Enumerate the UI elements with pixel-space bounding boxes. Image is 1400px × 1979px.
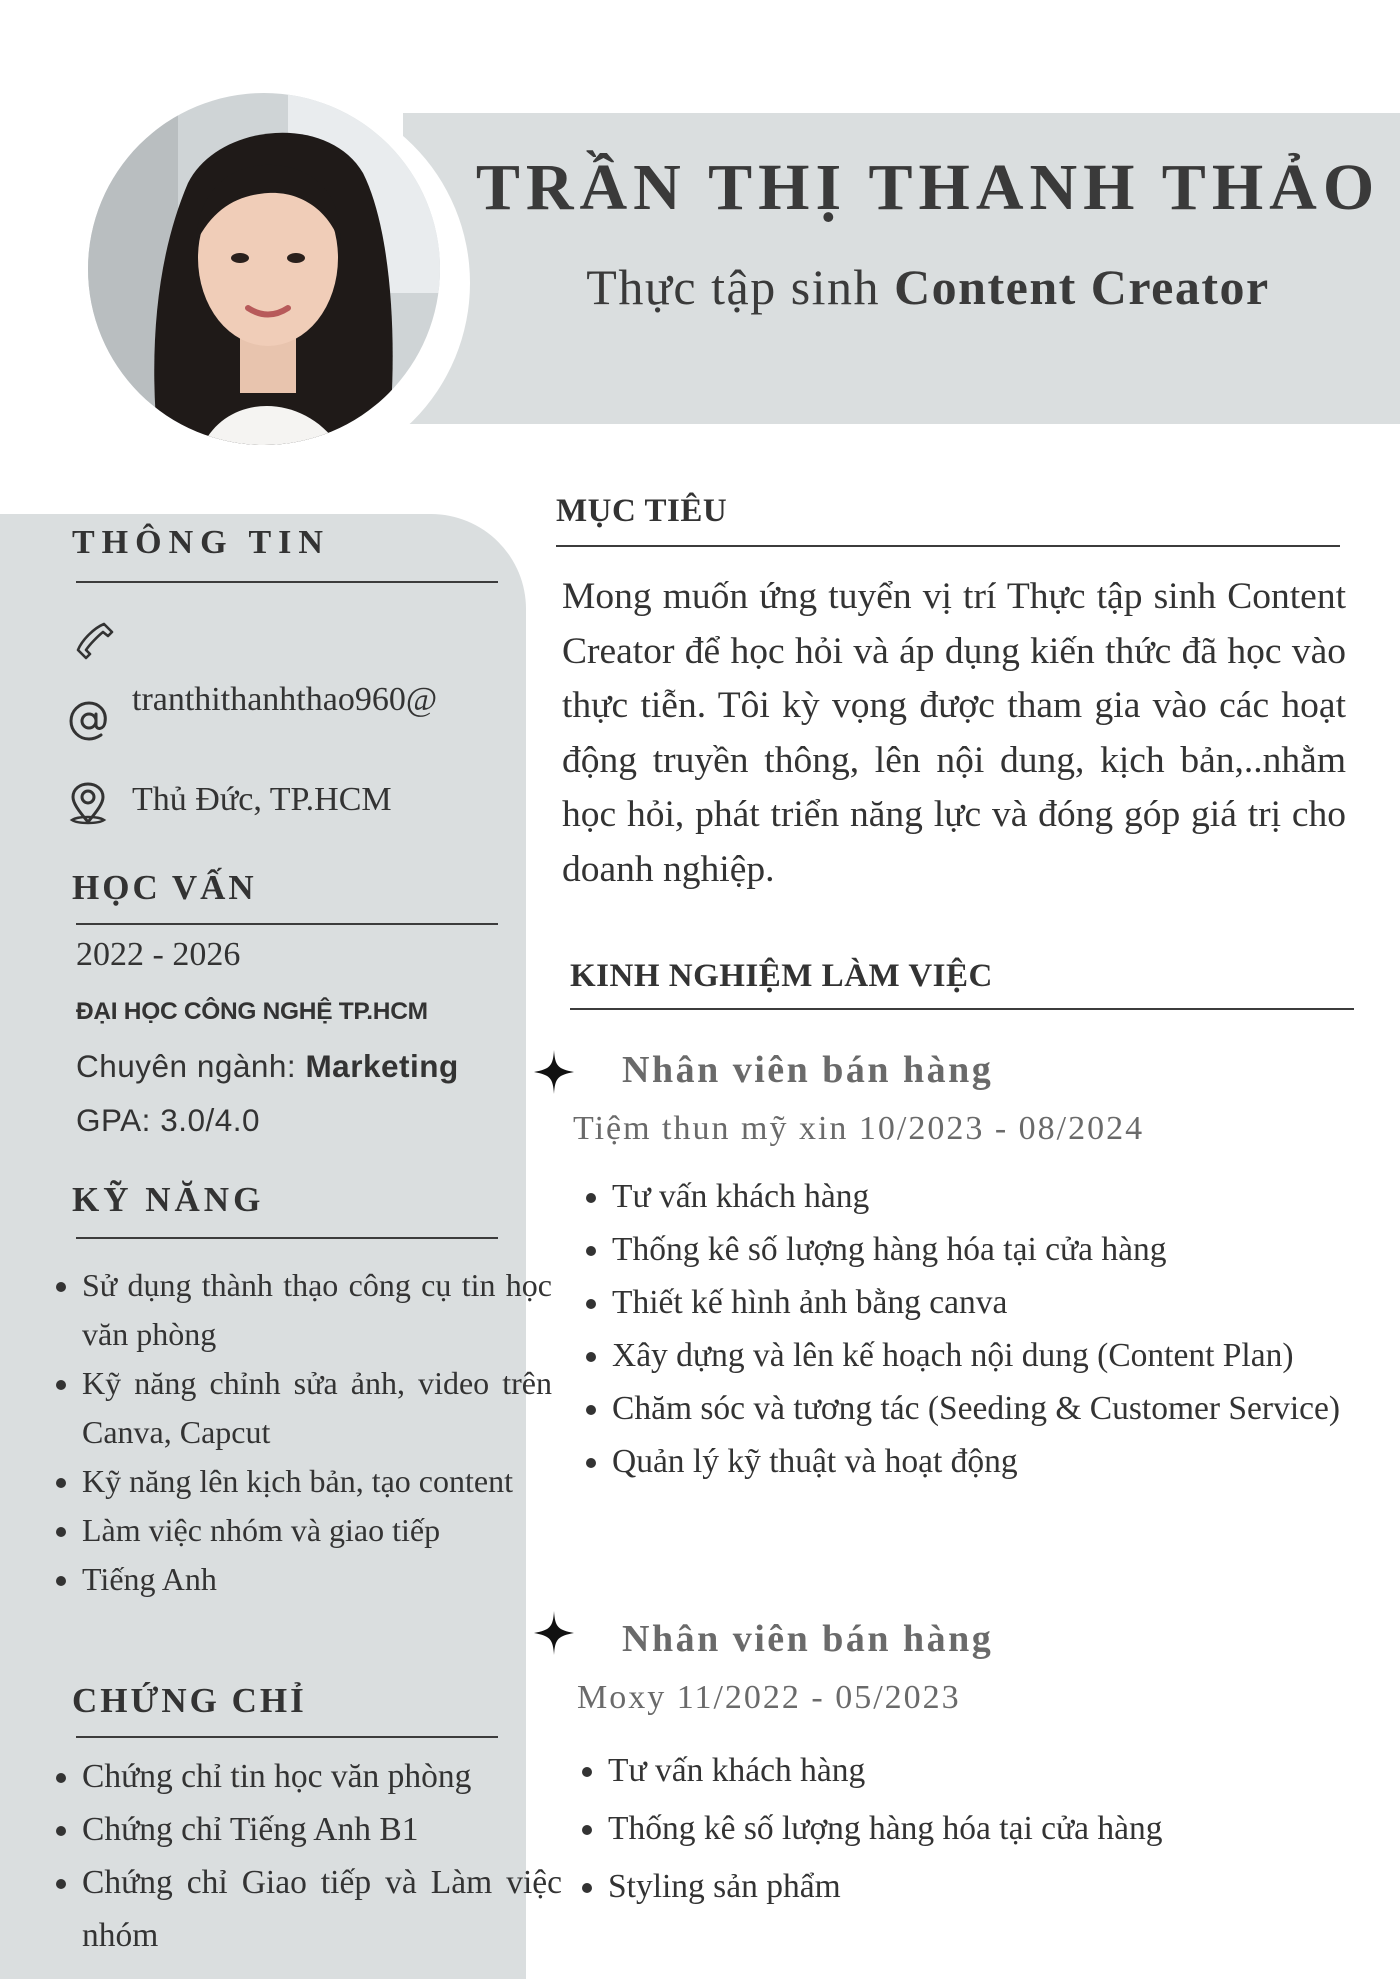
at-sign-icon xyxy=(68,700,110,742)
job-task: • Styling sản phẩm xyxy=(608,1858,1398,1916)
objective-divider xyxy=(556,545,1340,547)
job-title-role: Content Creator xyxy=(894,259,1270,315)
four-point-star-icon xyxy=(532,1048,576,1096)
four-point-star-icon xyxy=(532,1609,576,1657)
experience-heading: KINH NGHIỆM LÀM VIỆC xyxy=(570,958,993,994)
objective-heading: MỤC TIÊU xyxy=(556,493,728,529)
location-text: Thủ Đức, TP.HCM xyxy=(132,781,392,818)
email-text: tranthithanhthao960@ xyxy=(132,681,438,718)
skill-item: • Sử dụng thành thạo công cụ tin học văn phòng xyxy=(82,1261,552,1359)
school-name: ĐẠI HỌC CÔNG NGHỆ TP.HCM xyxy=(76,998,428,1025)
phone-icon xyxy=(74,620,118,664)
experience-divider xyxy=(570,1008,1354,1010)
skill-item: • Tiếng Anh xyxy=(82,1555,552,1604)
major xyxy=(76,1048,459,1085)
objective-text: Mong muốn ứng tuyển vị trí Thực tập sinh Content Creator để học hỏi và áp dụng kiến thức đã học vào thực tiễn. Tôi kỳ vọng được tham gia vào các hoạt động truyền thông, lên nội dung, kịch bản,..nhằm học hỏi, phát triển năng lực và đóng góp giá trị cho doanh nghiệp. xyxy=(562,576,1346,890)
job-title-prefix: Thực tập sinh xyxy=(586,259,895,315)
gpa: GPA: 3.0/4.0 xyxy=(76,1102,261,1138)
job-company-period-1: Tiệm thun mỹ xin 10/2023 - 08/2024 xyxy=(573,1110,1145,1147)
job-task: • Thống kê số lượng hàng hóa tại cửa hàng xyxy=(612,1223,1400,1276)
location-pin-icon xyxy=(68,782,108,826)
job-task: • Thống kê số lượng hàng hóa tại cửa hàng xyxy=(608,1800,1398,1858)
education-divider xyxy=(76,923,498,925)
skills-heading: KỸ NĂNG xyxy=(72,1180,265,1219)
skill-item: • Làm việc nhóm và giao tiếp xyxy=(82,1506,552,1555)
education-years: 2022 - 2026 xyxy=(76,936,241,973)
major-label: Chuyên ngành: xyxy=(76,1048,306,1084)
info-divider xyxy=(76,581,498,583)
job-task: • Tư vấn khách hàng xyxy=(608,1742,1398,1800)
skill-item: • Kỹ năng lên kịch bản, tạo content xyxy=(82,1457,552,1506)
skills-divider xyxy=(76,1237,498,1239)
job-title-2: Nhân viên bán hàng xyxy=(622,1618,994,1660)
certificates-divider xyxy=(76,1736,498,1738)
info-heading: THÔNG TIN xyxy=(72,524,330,561)
job-title xyxy=(468,258,1388,316)
education-heading: HỌC VẤN xyxy=(72,868,257,907)
job-company-period-2: Moxy 11/2022 - 05/2023 xyxy=(577,1679,961,1716)
profile-photo xyxy=(88,93,440,445)
job-title-1: Nhân viên bán hàng xyxy=(622,1049,994,1091)
certificate-item: • Chứng chỉ tin học văn phòng xyxy=(82,1750,562,1803)
certificates-heading: CHỨNG CHỈ xyxy=(72,1681,307,1720)
job-task: • Quản lý kỹ thuật và hoạt động xyxy=(612,1435,1400,1488)
skill-item: • Kỹ năng chỉnh sửa ảnh, video trên Canva, Capcut xyxy=(82,1359,552,1457)
certificate-item: • Chứng chỉ Giao tiếp và Làm việc nhóm xyxy=(82,1856,562,1962)
skills-list xyxy=(38,1261,552,1604)
certificate-item: • Chứng chỉ Tiếng Anh B1 xyxy=(82,1803,562,1856)
job-task: • Thiết kế hình ảnh bằng canva xyxy=(612,1276,1400,1329)
job-task: • Chăm sóc và tương tác (Seeding & Customer Service) xyxy=(612,1382,1400,1435)
major-value: Marketing xyxy=(305,1048,459,1084)
job-task: • Xây dựng và lên kế hoạch nội dung (Content Plan) xyxy=(612,1329,1400,1382)
job-tasks-1 xyxy=(576,1170,1400,1488)
job-task: • Tư vấn khách hàng xyxy=(612,1170,1400,1223)
certificates-list xyxy=(38,1750,562,1962)
candidate-name: TRẦN THỊ THANH THẢO xyxy=(475,151,1381,224)
job-tasks-2 xyxy=(572,1742,1398,1916)
